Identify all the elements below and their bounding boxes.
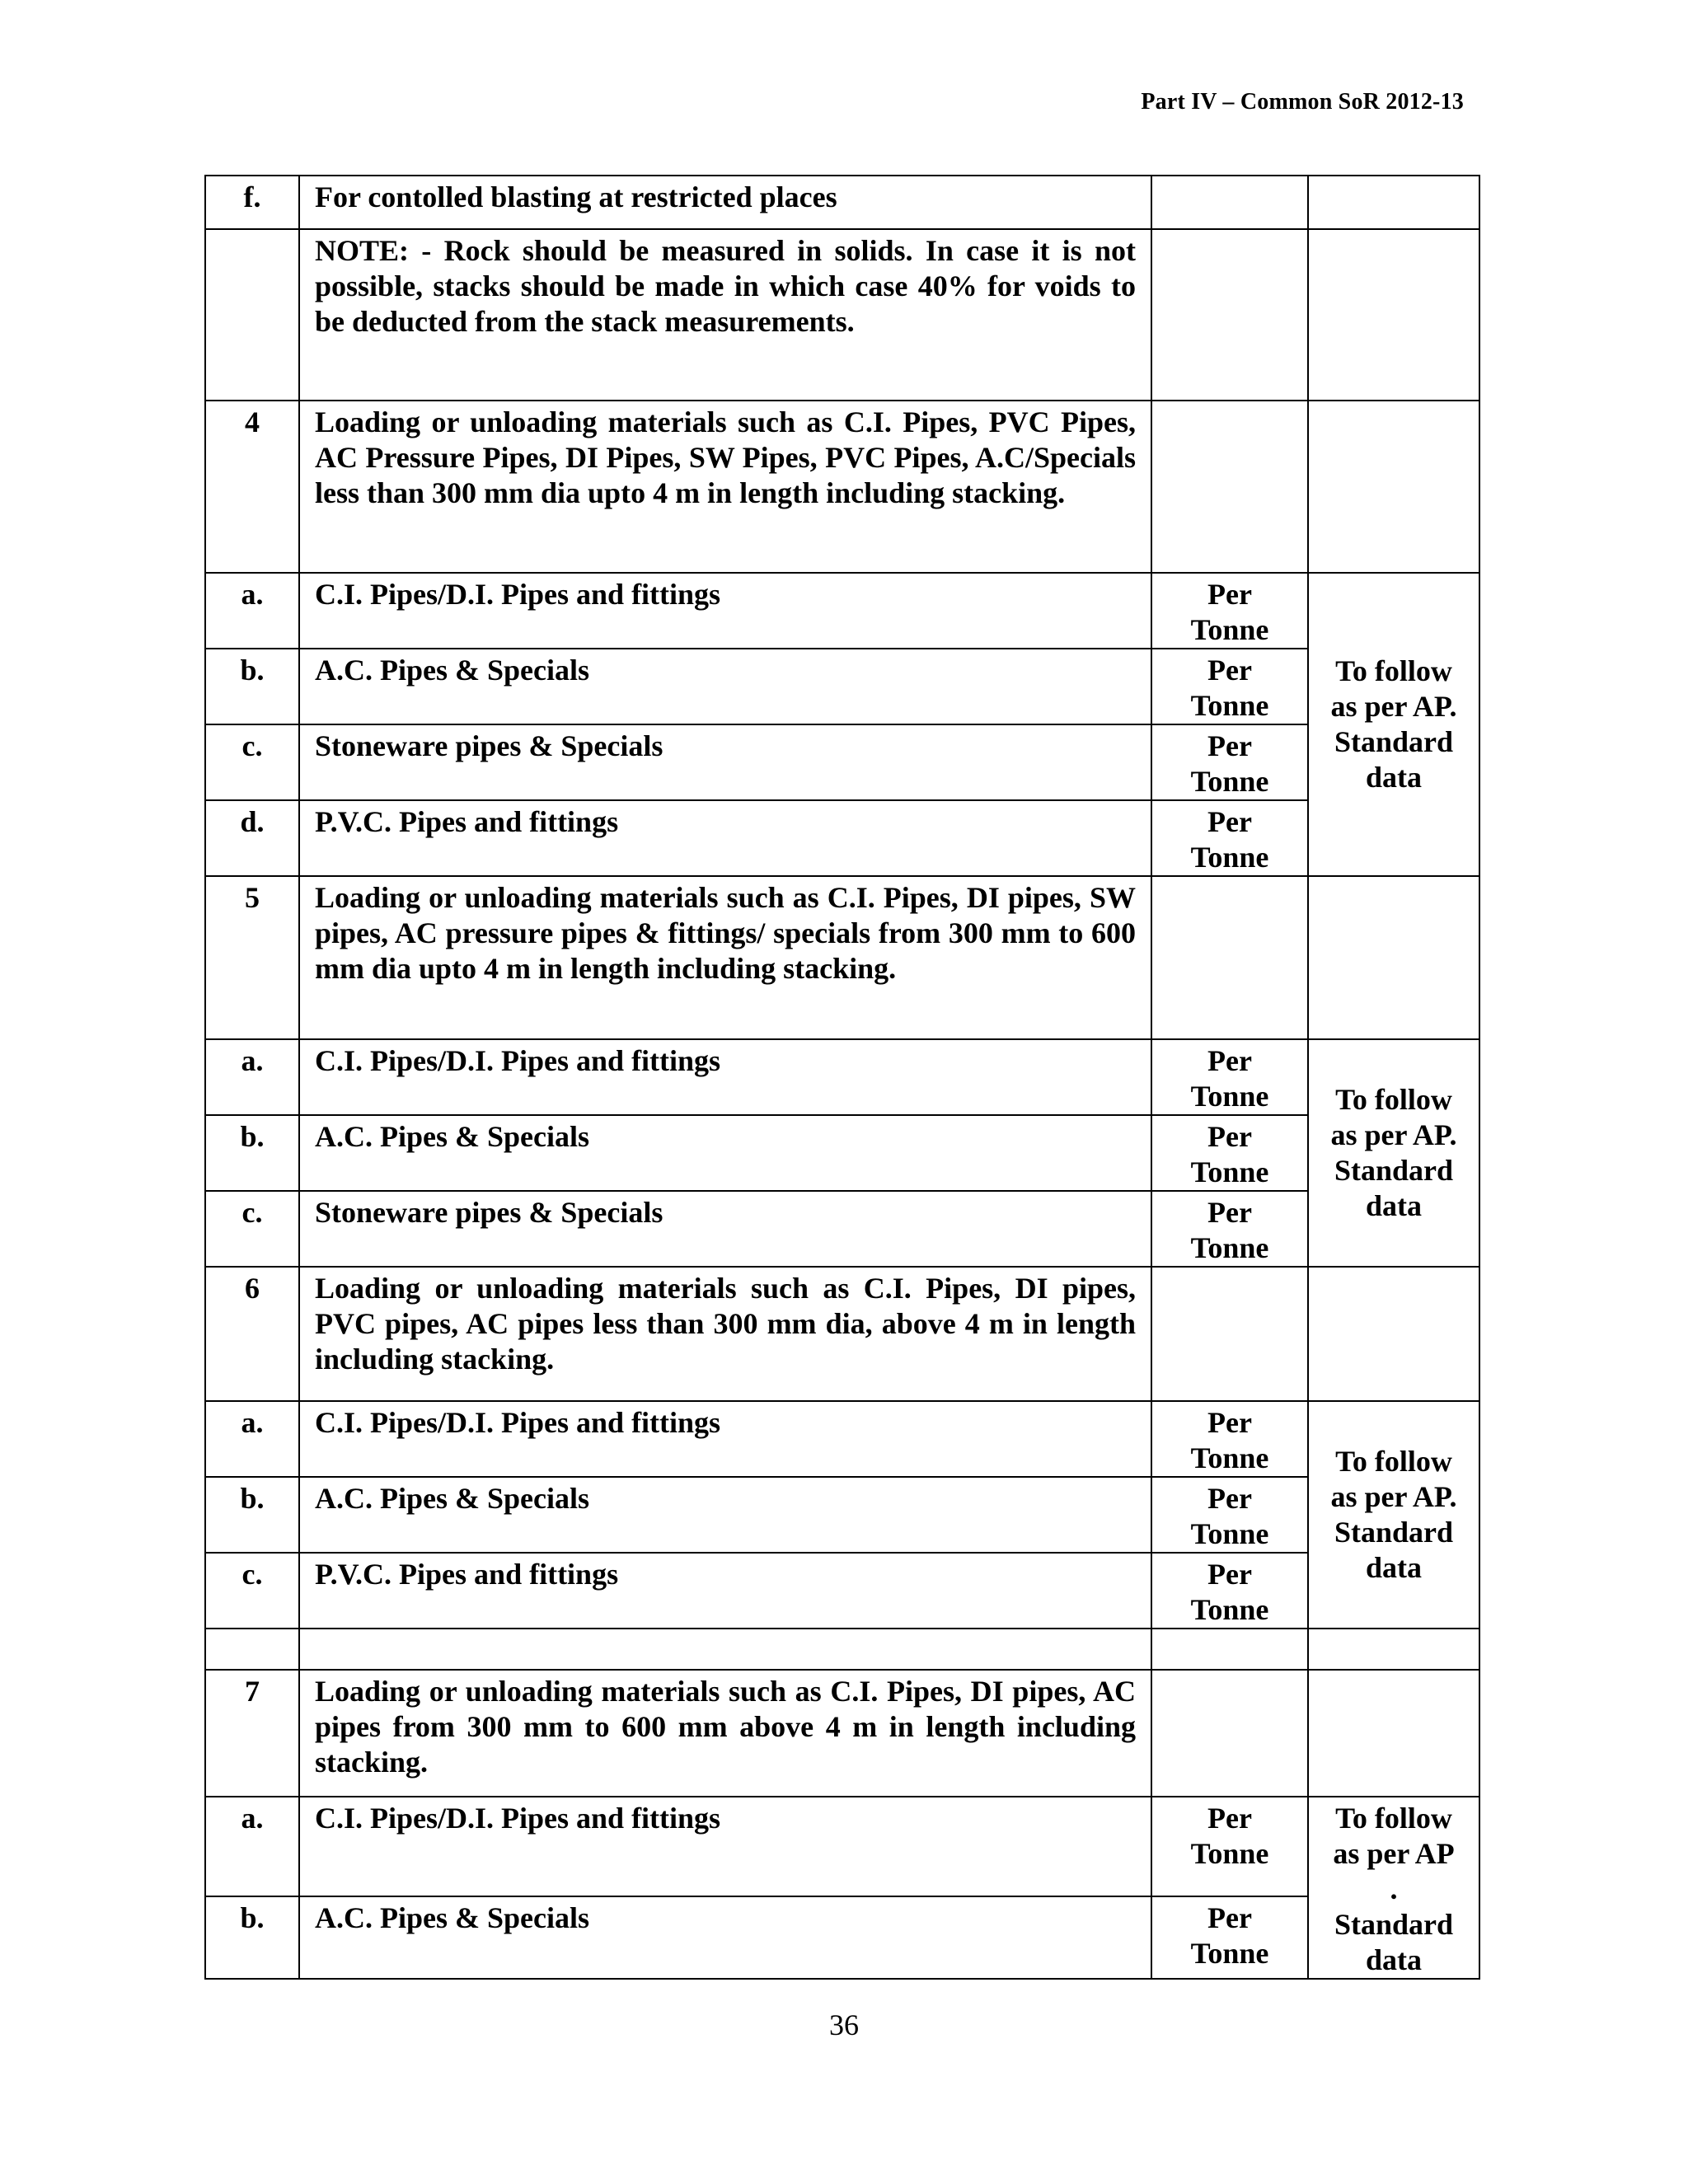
- unit-cell: Per Tonne: [1151, 1553, 1308, 1629]
- table-row: [205, 1191, 1479, 1267]
- table-row: [205, 1039, 1479, 1115]
- item-description: Stoneware pipes & Specials: [299, 1191, 1151, 1267]
- unit-cell: Per Tonne: [1151, 1401, 1308, 1477]
- item-description: A.C. Pipes & Specials: [299, 1896, 1151, 1979]
- unit-cell: Per Tonne: [1151, 800, 1308, 876]
- table-row: [205, 724, 1479, 800]
- table-row: [205, 876, 1479, 1039]
- table-row: [205, 176, 1479, 229]
- table-row: [205, 1629, 1479, 1670]
- item-number: 6: [205, 1267, 299, 1401]
- item-number: c.: [205, 1553, 299, 1629]
- item-number: a.: [205, 1401, 299, 1477]
- item-number: a.: [205, 1797, 299, 1896]
- item-description: Loading or unloading materials such as C.I. Pipes, PVC Pipes, AC Pressure Pipes, DI Pipes, SW Pipes, PVC Pipes, A.C/Specials less than 300 mm dia upto 4 m in length including stacking.: [299, 401, 1151, 573]
- note-text: NOTE: - Rock should be measured in solids. In case it is not possible, stacks should be made in which case 40% for voids to be deducted from the stack measurements.: [299, 229, 1151, 401]
- rate-note: To follow as per AP. Standard data: [1308, 1401, 1479, 1629]
- running-header: Part IV – Common SoR 2012-13: [1141, 89, 1464, 115]
- item-number: 4: [205, 401, 299, 573]
- unit-cell: Per Tonne: [1151, 649, 1308, 724]
- item-number: f.: [205, 176, 299, 229]
- unit-cell: Per Tonne: [1151, 1896, 1308, 1979]
- table-row: [205, 229, 1479, 401]
- item-description: For contolled blasting at restricted places: [299, 176, 1151, 229]
- item-description: C.I. Pipes/D.I. Pipes and fittings: [299, 1401, 1151, 1477]
- rate-note: To follow as per AP . Standard data: [1308, 1797, 1479, 1979]
- table-row: [205, 1267, 1479, 1401]
- item-description: A.C. Pipes & Specials: [299, 1477, 1151, 1553]
- table-row: [205, 1477, 1479, 1553]
- item-description: C.I. Pipes/D.I. Pipes and fittings: [299, 1039, 1151, 1115]
- rate-note: To follow as per AP. Standard data: [1308, 573, 1479, 876]
- table-row: [205, 573, 1479, 649]
- table-row: [205, 1115, 1479, 1191]
- page-number: 36: [829, 2008, 859, 2041]
- unit-cell: Per Tonne: [1151, 1191, 1308, 1267]
- item-number: a.: [205, 573, 299, 649]
- table-row: [205, 800, 1479, 876]
- item-description: P.V.C. Pipes and fittings: [299, 1553, 1151, 1629]
- item-description: A.C. Pipes & Specials: [299, 649, 1151, 724]
- item-description: A.C. Pipes & Specials: [299, 1115, 1151, 1191]
- unit-cell: Per Tonne: [1151, 724, 1308, 800]
- item-number: b.: [205, 1477, 299, 1553]
- item-number: b.: [205, 1115, 299, 1191]
- item-number: c.: [205, 724, 299, 800]
- item-description: Stoneware pipes & Specials: [299, 724, 1151, 800]
- item-description: Loading or unloading materials such as C.I. Pipes, DI pipes, AC pipes from 300 mm to 600 mm above 4 m in length including stacking.: [299, 1670, 1151, 1797]
- item-description: P.V.C. Pipes and fittings: [299, 800, 1151, 876]
- unit-cell: Per Tonne: [1151, 1039, 1308, 1115]
- unit-cell: Per Tonne: [1151, 1797, 1308, 1896]
- table-row: [205, 1896, 1479, 1979]
- rate-note: To follow as per AP. Standard data: [1308, 1039, 1479, 1267]
- table-row: [205, 1553, 1479, 1629]
- table-row: [205, 1797, 1479, 1896]
- item-description: C.I. Pipes/D.I. Pipes and fittings: [299, 573, 1151, 649]
- table-row: [205, 1401, 1479, 1477]
- item-description: Loading or unloading materials such as C.I. Pipes, DI pipes, SW pipes, AC pressure pipes & fittings/ specials from 300 mm to 600 mm dia upto 4 m in length including stacking.: [299, 876, 1151, 1039]
- unit-cell: Per Tonne: [1151, 1477, 1308, 1553]
- schedule-of-rates-table: [204, 175, 1480, 1980]
- item-number: b.: [205, 1896, 299, 1979]
- item-number: 5: [205, 876, 299, 1039]
- item-number: 7: [205, 1670, 299, 1797]
- unit-cell: Per Tonne: [1151, 1115, 1308, 1191]
- table-row: [205, 649, 1479, 724]
- item-description: Loading or unloading materials such as C.I. Pipes, DI pipes, PVC pipes, AC pipes less than 300 mm dia, above 4 m in length including stacking.: [299, 1267, 1151, 1401]
- item-number: b.: [205, 649, 299, 724]
- table-row: [205, 1670, 1479, 1797]
- table-row: [205, 401, 1479, 573]
- item-description: C.I. Pipes/D.I. Pipes and fittings: [299, 1797, 1151, 1896]
- item-number: c.: [205, 1191, 299, 1267]
- item-number: d.: [205, 800, 299, 876]
- unit-cell: Per Tonne: [1151, 573, 1308, 649]
- item-number: a.: [205, 1039, 299, 1115]
